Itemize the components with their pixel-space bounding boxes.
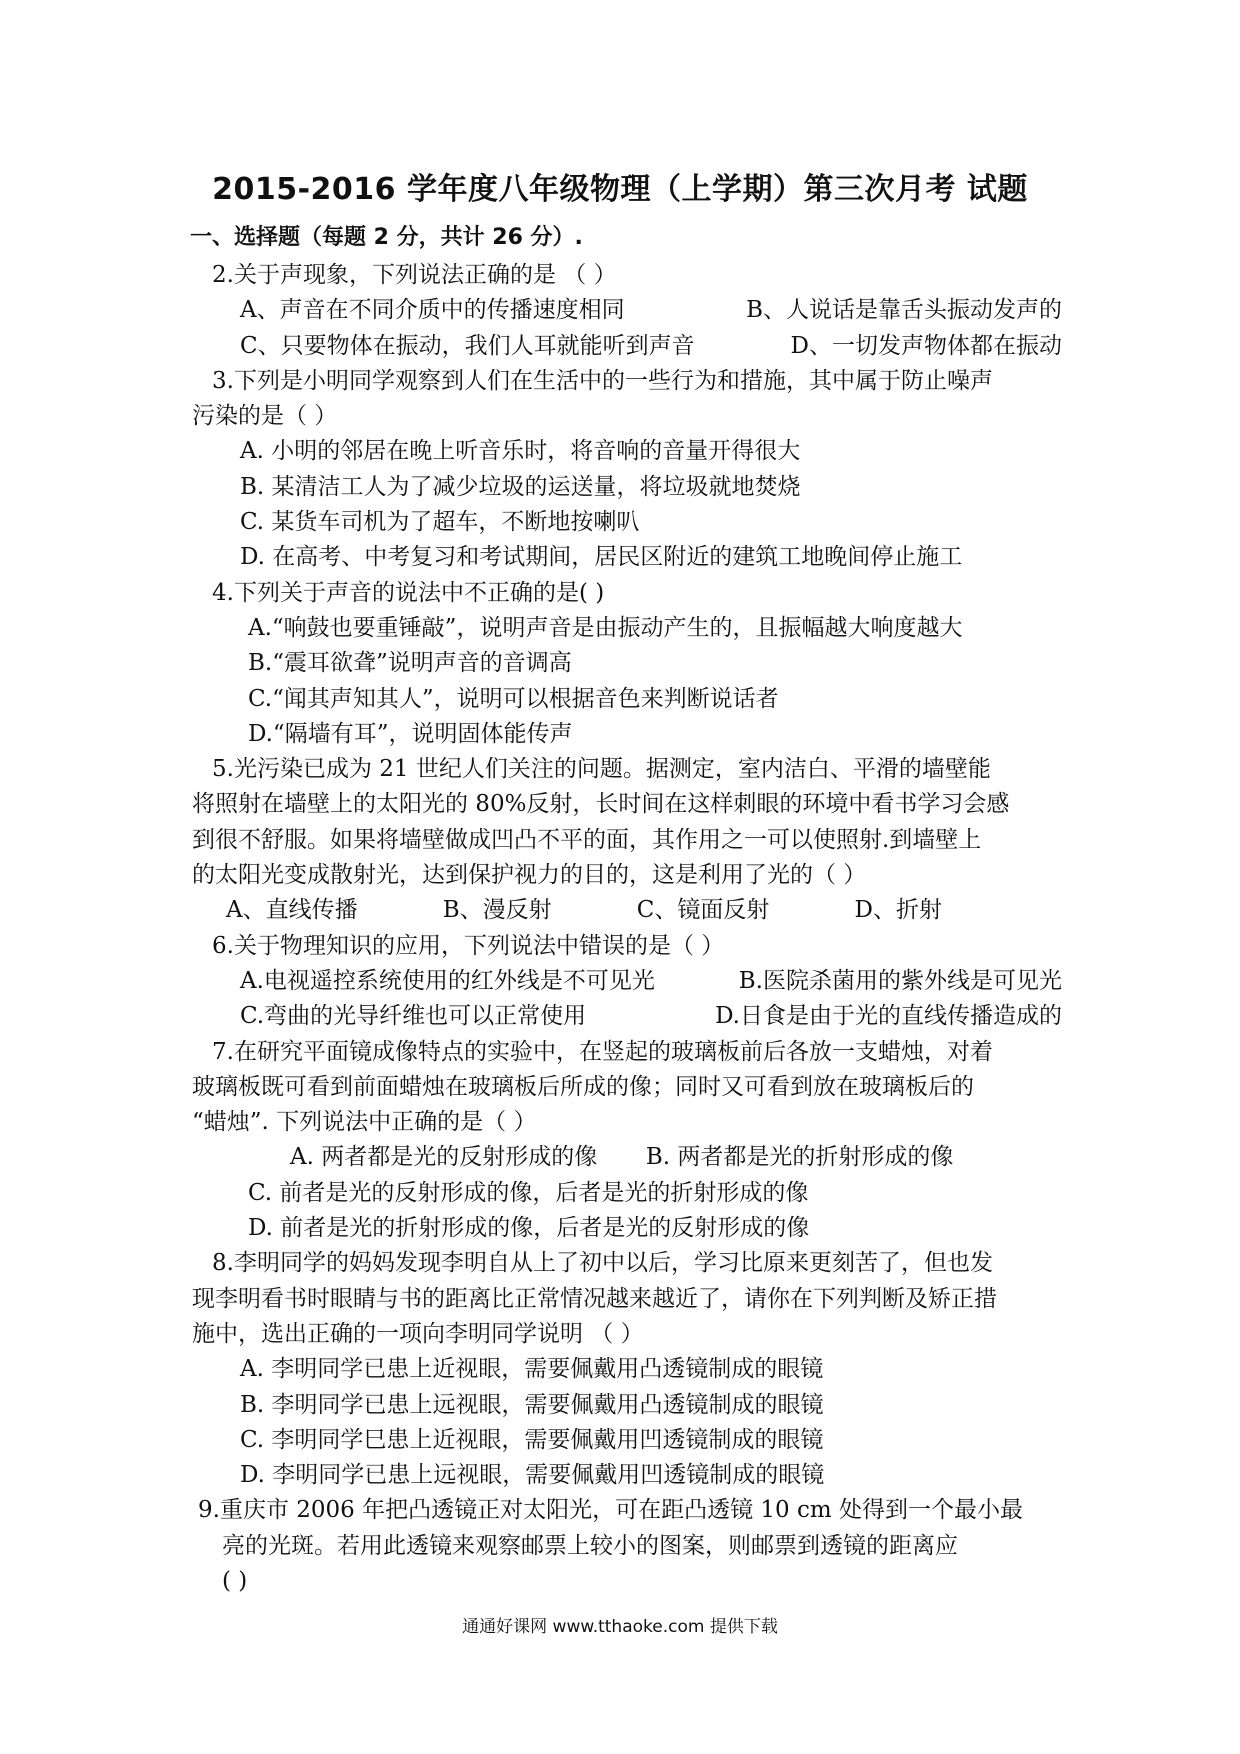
question-7-option-b: B. 两者都是光的折射形成的像: [645, 1144, 954, 1171]
question-3-line2: 污染的是（ ）: [192, 403, 338, 430]
question-6-option-c: C.弯曲的光导纤维也可以正常使用: [240, 1003, 587, 1030]
question-7-options-row1: [192, 1140, 1062, 1175]
question-7-option-d: D. 前者是光的折射形成的像，后者是光的反射形成的像: [248, 1215, 810, 1242]
question-9-line3: ( ): [222, 1567, 248, 1594]
question-9-line2: 亮的光斑。若用此透镜来观察邮票上较小的图案，则邮票到透镜的距离应: [222, 1532, 958, 1559]
question-5-line3: 到很不舒服。如果将墙壁做成凹凸不平的面，其作用之一可以使照射.到墙壁上: [192, 826, 982, 853]
question-5-option-a: A、直线传播: [226, 897, 358, 924]
question-7-line1: 7.在研究平面镜成像特点的实验中，在竖起的玻璃板前后各放一支蜡烛，对着: [212, 1038, 993, 1065]
question-8-line3: 施中，选出正确的一项向李明同学说明 （ ）: [192, 1320, 644, 1347]
question-2-option-a: A、声音在不同介质中的传播速度相同: [240, 297, 625, 324]
question-4-option-c: C.“闻其声知其人”，说明可以根据音色来判断说话者: [248, 685, 779, 712]
question-5-line2: 将照射在墙壁上的太阳光的 80%反射，长时间在这样刺眼的环境中看书学习会感: [192, 791, 1010, 818]
question-3-option-c: C. 某货车司机为了超车，不断地按喇叭: [240, 509, 640, 536]
question-6-option-d: D.日食是由于光的直线传播造成的: [715, 1003, 1062, 1030]
question-2-options-row1: [192, 293, 1062, 328]
question-6-options-row2: [192, 999, 1062, 1034]
section-heading: 一、选择题（每题 2 分，共计 26 分）.: [190, 225, 583, 250]
question-6-option-b: B.医院杀菌用的紫外线是可见光: [738, 967, 1062, 994]
page-title: 2015-2016 学年度八年级物理（上学期）第三次月考 试题: [212, 172, 1028, 207]
question-3-line1: 3.下列是小明同学观察到人们在生活中的一些行为和措施，其中属于防止噪声: [212, 367, 993, 394]
question-7-line2: 玻璃板既可看到前面蜡烛在玻璃板后所成的像；同时又可看到放在玻璃板后的: [192, 1073, 974, 1100]
question-8-line2: 现李明看书时眼睛与书的距离比正常情况越来越近了，请你在下列判断及矫正措: [192, 1285, 997, 1312]
question-2-option-b: B、人说话是靠舌头振动发声的: [746, 297, 1062, 324]
question-4-option-d: D.“隔墙有耳”，说明固体能传声: [248, 720, 573, 747]
question-7-line3: “蜡烛”. 下列说法中正确的是（ ）: [192, 1109, 537, 1136]
question-6-stem: 6.关于物理知识的应用，下列说法中错误的是（ ）: [212, 932, 725, 959]
footer-credit: 通通好课网 www.tthaoke.com 提供下载: [462, 1617, 778, 1637]
question-8-option-a: A. 李明同学已患上近视眼，需要佩戴用凸透镜制成的眼镜: [240, 1356, 824, 1383]
question-6-options-row1: [192, 964, 1062, 999]
question-3-option-d: D. 在高考、中考复习和考试期间，居民区附近的建筑工地晚间停止施工: [240, 544, 963, 571]
question-2-stem: 2.关于声现象，下列说法正确的是 （ ）: [212, 262, 617, 288]
question-5-line4: 的太阳光变成散射光，达到保护视力的目的，这是利用了光的（ ）: [192, 862, 867, 889]
question-5-line1: 5.光污染已成为 21 世纪人们关注的问题。据测定，室内洁白、平滑的墙壁能: [212, 756, 991, 783]
question-6-option-a: A.电视遥控系统使用的红外线是不可见光: [240, 967, 655, 994]
question-8-option-b: B. 李明同学已患上远视眼，需要佩戴用凸透镜制成的眼镜: [240, 1391, 824, 1418]
question-4-option-b: B.“震耳欲聋”说明声音的音调高: [248, 650, 572, 677]
question-8-option-c: C. 李明同学巳患上近视眼，需要佩戴用凹透镜制成的眼镜: [240, 1426, 824, 1453]
question-2-options-row2: [192, 329, 1062, 364]
question-7-option-c: C. 前者是光的反射形成的像，后者是光的折射形成的像: [248, 1179, 809, 1206]
question-3-option-b: B. 某清洁工人为了减少垃圾的运送量，将垃圾就地焚烧: [240, 473, 801, 500]
question-4-option-a: A.“响鼓也要重锤敲”，说明声音是由振动产生的，且振幅越大响度越大: [248, 614, 963, 641]
question-2-option-c: C、只要物体在振动，我们人耳就能听到声音: [240, 332, 695, 359]
question-4-stem: 4.下列关于声音的说法中不正确的是( ): [212, 579, 605, 606]
question-5-option-c: C、镜面反射: [636, 897, 770, 924]
question-9-line1: 9.重庆市 2006 年把凸透镜正对太阳光，可在距凸透镜 10 cm 处得到一个最小最: [198, 1497, 1023, 1524]
question-3-option-a: A. 小明的邻居在晚上听音乐时，将音响的音量开得很大: [240, 438, 801, 465]
question-list: [192, 258, 1062, 1599]
question-5-option-b: B、漫反射: [442, 897, 552, 924]
question-5-option-d: D、折射: [854, 897, 942, 924]
question-8-option-d: D. 李明同学已患上远视眼，需要佩戴用凹透镜制成的眼镜: [240, 1462, 825, 1489]
question-2-option-d: D、一切发声物体都在振动: [790, 332, 1062, 359]
question-5-options: [192, 893, 1062, 928]
question-8-line1: 8.李明同学的妈妈发现李明自从上了初中以后，学习比原来更刻苦了，但也发: [212, 1250, 993, 1277]
question-7-option-a: A. 两者都是光的反射形成的像: [290, 1144, 598, 1171]
